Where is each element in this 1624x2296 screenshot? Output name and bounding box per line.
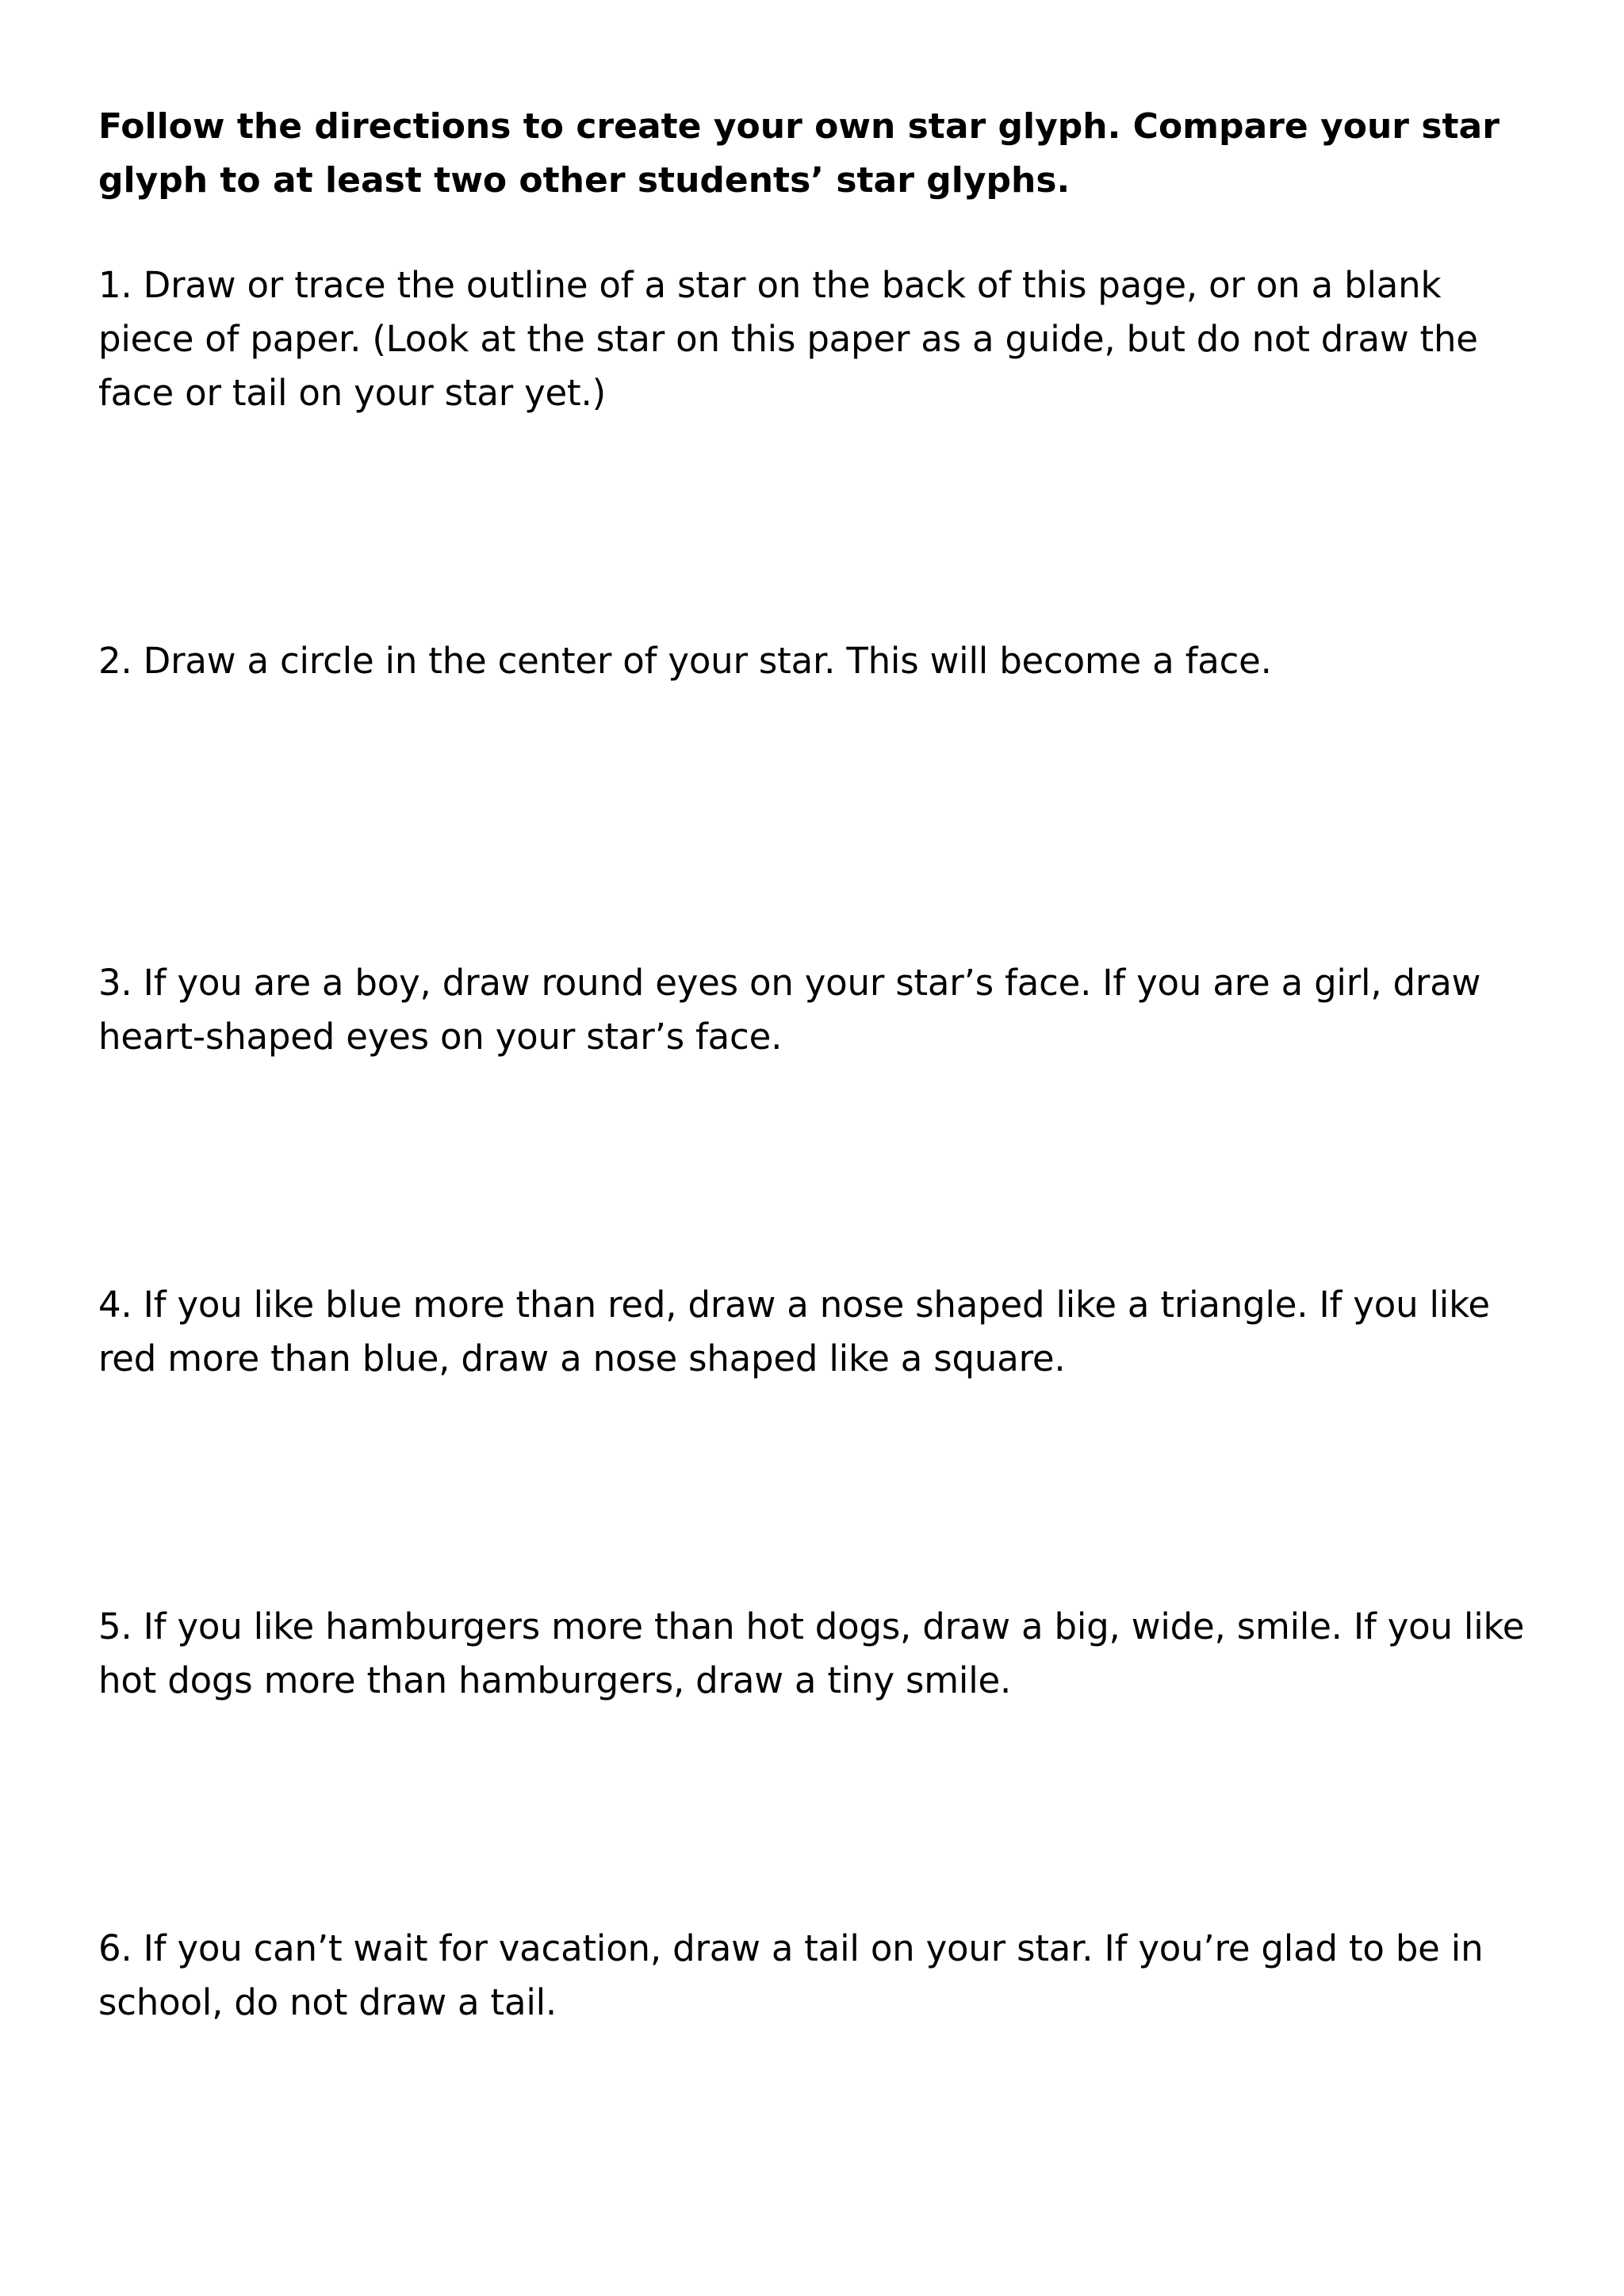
step-6-instruction: 6. If you can’t wait for vacation, draw a tail on your star. If you’re glad to be in school, do not draw a tail. [98,1927,1484,2023]
step-4-instruction: 4. If you like blue more than red, draw a nose shaped like a triangle. If you like red more than blue, draw a nose shaped like a square. [98,1284,1490,1380]
step-3-instruction: 3. If you are a boy, draw round eyes on your star’s face. If you are a girl, draw heart-shaped eyes on your star’s face. [98,962,1481,1058]
step-2-instruction: 2. Draw a circle in the center of your star. This will become a face. [98,640,1272,682]
step-5-instruction: 5. If you like hamburgers more than hot dogs, draw a big, wide, smile. If you like hot dogs more than hamburgers, draw a tiny smile. [98,1605,1525,1701]
step-1-instruction: 1. Draw or trace the outline of a star on the back of this page, or on a blank piece of paper. (Look at the star on this paper as a guide, but do not draw the face or tail on your star yet.) [98,264,1478,414]
intro-instructions: Follow the directions to create your own star glyph. Compare your star glyph to at least two other students’ star glyphs. [98,106,1500,201]
